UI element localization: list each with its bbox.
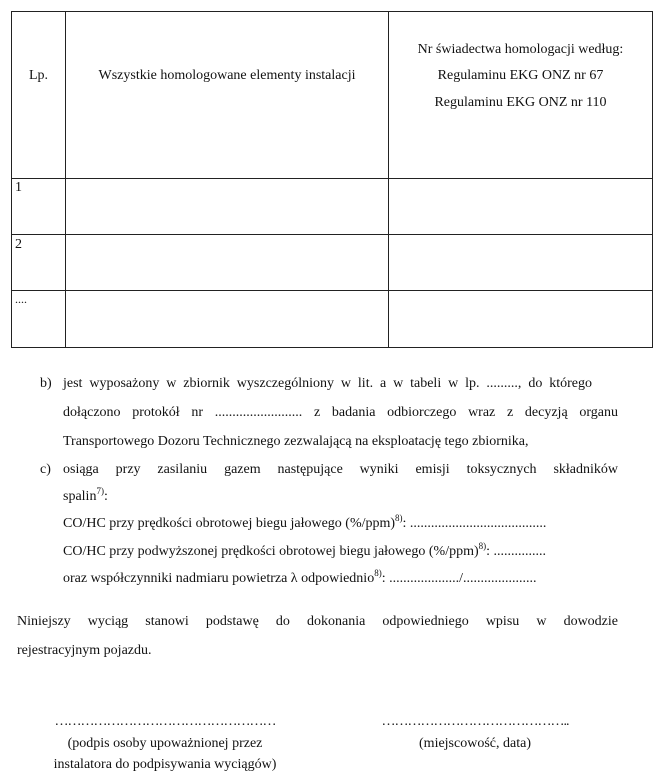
note-line: Niniejszy wyciąg stanowi podstawę do dokonania odpowiedniego wpisu w dowodzie — [17, 614, 618, 629]
table-row-divider — [11, 234, 652, 235]
footnote-ref: 8) — [374, 568, 382, 578]
item-text-line: Transportowego Dozoru Technicznego zezwalającą na eksploatację tego zbiornika, — [63, 434, 529, 449]
header-cert-line: Nr świadectwa homologacji według: — [417, 42, 624, 57]
row-lp: 1 — [15, 180, 22, 195]
item-text-line: dołączono protokół nr ......................... z badania odbiorczego wraz z decyzją organu — [63, 405, 618, 420]
table-column-divider — [388, 11, 389, 348]
row-lp: .... — [15, 292, 27, 306]
table-border-bottom — [11, 347, 652, 348]
header-lp: Lp. — [28, 68, 49, 83]
signature-caption: (podpis osoby upoważnionej przez — [67, 736, 263, 751]
table-row-divider — [11, 290, 652, 291]
header-cert-line: Regulaminu EKG ONZ nr 67 — [437, 68, 604, 83]
header-cert-line: Regulaminu EKG ONZ nr 110 — [434, 95, 607, 110]
date-dots: …………………………………….. — [381, 714, 569, 729]
header-elements: Wszystkie homologowane elementy instalacji — [98, 68, 356, 83]
item-text-line: osiąga przy zasilaniu gazem następujące wyniki emisji toksycznych składników — [63, 462, 618, 477]
footnote-ref: 8) — [478, 541, 487, 551]
item-marker: b) — [40, 376, 52, 391]
item-marker: c) — [40, 462, 51, 477]
table-border-right — [652, 11, 653, 348]
table-border-top — [11, 11, 652, 12]
signature-dots: …………………………………………… — [54, 714, 276, 729]
footnote-ref: 7) — [96, 486, 104, 496]
row-lp: 2 — [15, 237, 22, 252]
table-row-divider — [11, 178, 652, 179]
table-column-divider — [65, 11, 66, 348]
date-caption: (miejscowość, data) — [419, 736, 531, 751]
emission-lambda: oraz współczynniki nadmiaru powietrza λ odpowiednio$^{8)}$: ..................../..................... — [63, 568, 537, 586]
signature-caption: instalatora do podpisywania wyciągów) — [53, 757, 277, 772]
footnote-ref: 8) — [395, 513, 403, 523]
table-border-left — [11, 11, 12, 348]
item-text-line: jest wyposażony w zbiornik wyszczególniony w lit. a w tabeli w lp. ........., do którego — [63, 376, 592, 391]
emission-co-idle: CO/HC przy prędkości obrotowej biegu jałowego $(\%/ppm)^{8)}$: ....................................... — [63, 513, 547, 531]
item-text-line: spalin$^{7)}$: — [63, 486, 108, 504]
note-line: rejestracyjnym pojazdu. — [17, 643, 152, 658]
emission-co-high: CO/HC przy podwyższonej prędkości obrotowej biegu jałowego $(\%/ppm)^{8)}$: ............... — [63, 541, 547, 559]
